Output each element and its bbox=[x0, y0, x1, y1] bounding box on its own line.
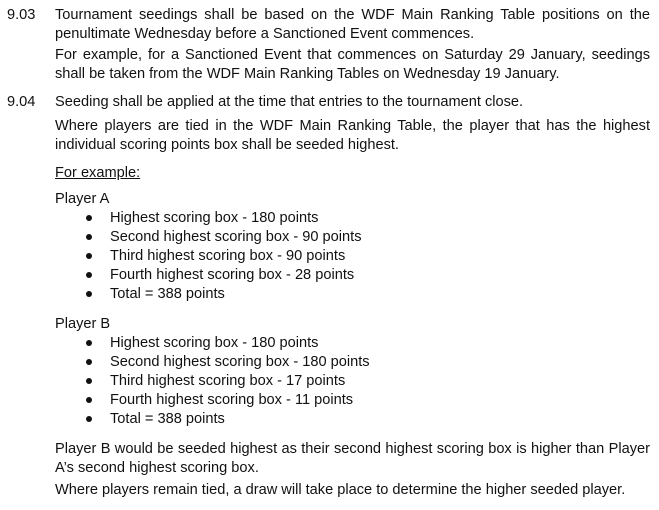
list-item: Third highest scoring box - 90 points bbox=[110, 248, 346, 264]
bullet-icon bbox=[86, 391, 94, 399]
paragraph-line: Where players are tied in the WDF Main Ranking Table, the player that has the highest bbox=[55, 118, 650, 134]
bullet-icon bbox=[86, 209, 94, 217]
list-item: Total = 388 points bbox=[110, 411, 225, 427]
paragraph-line: individual scoring points box shall be seeded highest. bbox=[55, 137, 399, 153]
bullet-icon bbox=[86, 372, 94, 380]
list-item: Second highest scoring box - 90 points bbox=[110, 229, 362, 245]
bullet-icon bbox=[86, 410, 94, 418]
player-b-label: Player B bbox=[55, 316, 111, 332]
list-item: Second highest scoring box - 180 points bbox=[110, 354, 370, 370]
list-item: Fourth highest scoring box - 11 points bbox=[110, 392, 354, 408]
section-9-04-paragraph-1: Seeding shall be applied at the time that entries to the tournament close. bbox=[55, 94, 524, 110]
player-a-label: Player A bbox=[55, 191, 110, 207]
paragraph-line: Player B would be seeded highest as their second highest scoring box is higher than Player bbox=[55, 441, 650, 457]
section-number-9-04: 9.04 bbox=[7, 94, 36, 110]
example-heading-text: For example: bbox=[55, 165, 141, 181]
conclusion-paragraph bbox=[55, 440, 650, 478]
section-9-03-paragraph-1 bbox=[55, 6, 650, 44]
bullet-icon bbox=[86, 228, 94, 236]
bullet-icon bbox=[86, 247, 94, 255]
section-number-9-03: 9.03 bbox=[7, 7, 36, 23]
section-9-04-paragraph-2 bbox=[55, 117, 650, 155]
example-heading bbox=[55, 164, 650, 183]
bullet-icon bbox=[86, 266, 94, 274]
tie-rule-paragraph: Where players remain tied, a draw will take place to determine the higher seeded player. bbox=[55, 482, 626, 498]
section-9-03-paragraph-2 bbox=[55, 46, 650, 84]
bullet-icon bbox=[86, 353, 94, 361]
list-item: Highest scoring box - 180 points bbox=[110, 335, 319, 351]
paragraph-line: For example, for a Sanctioned Event that commences on Saturday 29 January, seedings bbox=[55, 47, 650, 63]
list-item: Highest scoring box - 180 points bbox=[110, 210, 319, 226]
list-item: Total = 388 points bbox=[110, 286, 225, 302]
list-item: Third highest scoring box - 17 points bbox=[110, 373, 346, 389]
paragraph-line: shall be taken from the WDF Main Ranking Tables on Wednesday 19 January. bbox=[55, 66, 560, 82]
paragraph-line: penultimate Wednesday before a Sanctioned Event commences. bbox=[55, 26, 475, 42]
bullet-icon bbox=[86, 334, 94, 342]
paragraph-line: A’s second highest scoring box. bbox=[55, 460, 259, 476]
paragraph-line: Tournament seedings shall be based on the WDF Main Ranking Table positions on the bbox=[55, 7, 650, 23]
list-item: Fourth highest scoring box - 28 points bbox=[110, 267, 355, 283]
bullet-icon bbox=[86, 285, 94, 293]
